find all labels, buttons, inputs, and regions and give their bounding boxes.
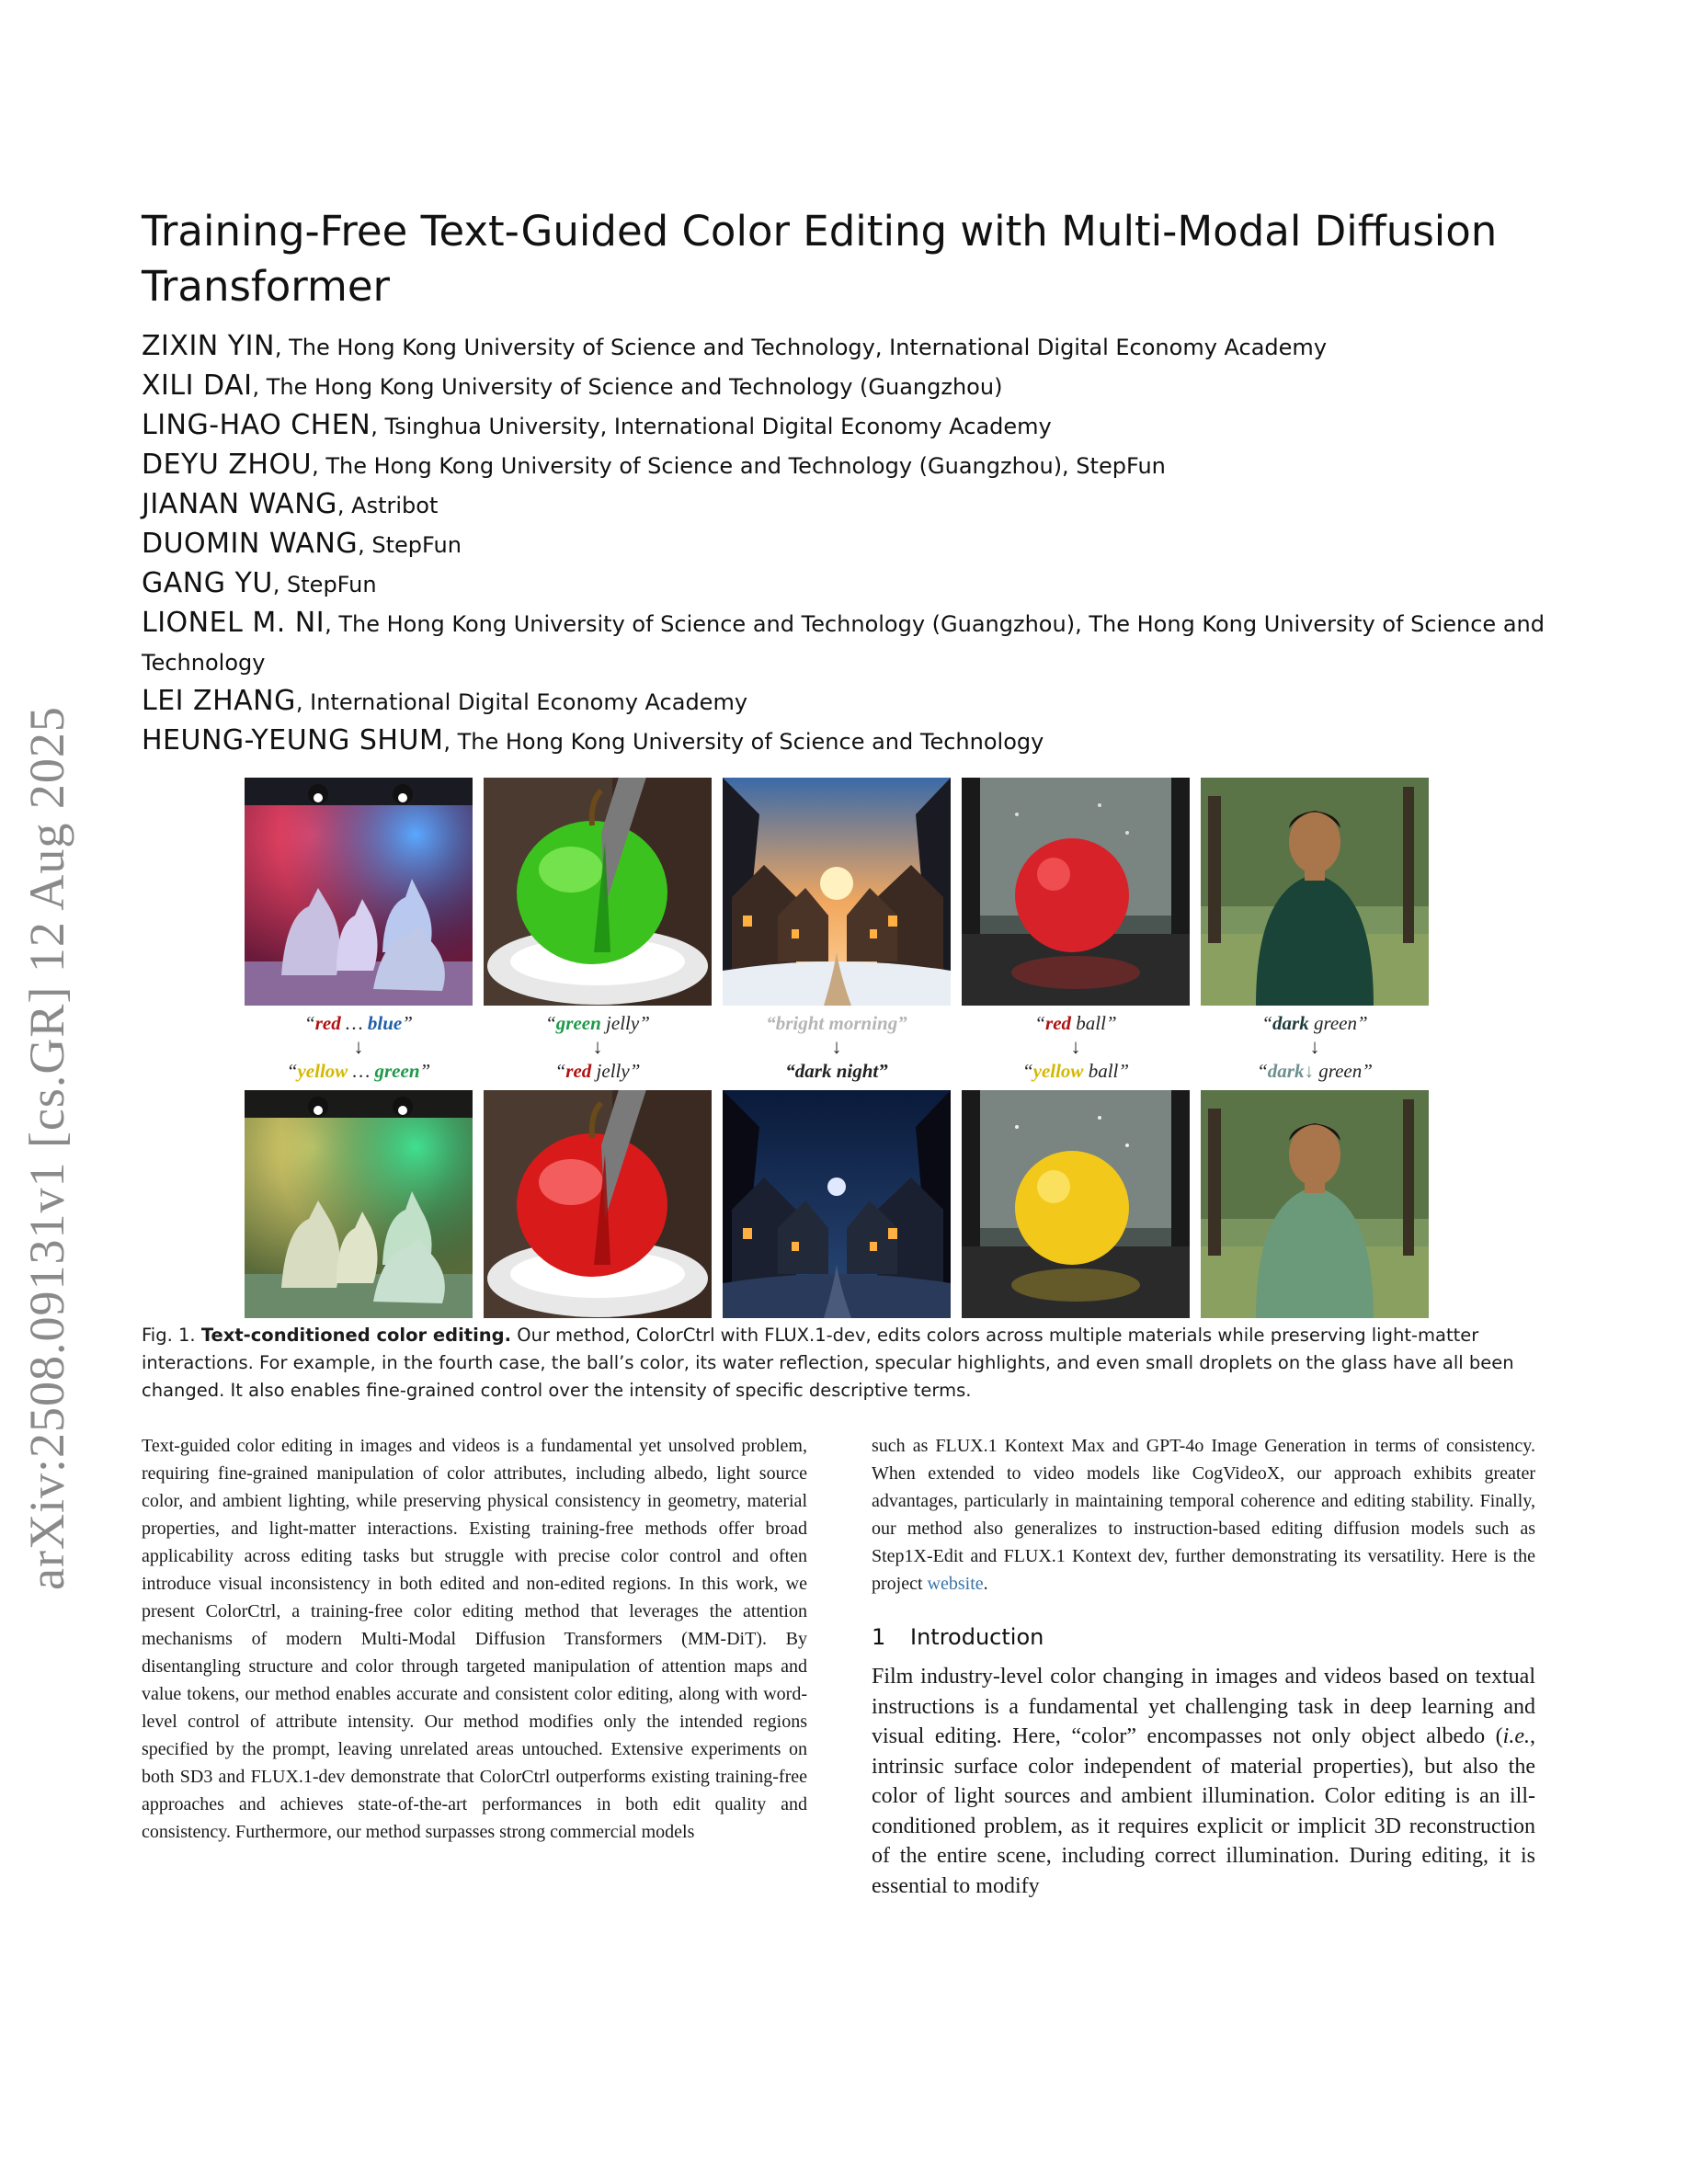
source-prompt-segment: “bright morning” [766,1012,907,1034]
target-prompt-segment: “ [1021,1060,1033,1082]
target-prompt-segment: green” [1313,1060,1373,1082]
author-affiliation: , The Hong Kong University of Science and Technology (Guangzhou) [252,374,1003,400]
author-name: JIANAN WANG [142,488,337,520]
prompt-pair-3 [723,1011,951,1088]
source-prompt-segment: jelly” [600,1012,650,1034]
author-entry [142,446,1576,485]
figure-image-dogs-red-blue [245,778,473,1006]
period: . [983,1574,988,1594]
source-prompt [962,1011,1190,1035]
prompt-pair-2 [484,1011,712,1088]
author-name: ZIXIN YIN [142,330,275,362]
section-title: Introduction [910,1624,1044,1650]
author-name: HEUNG-YEUNG SHUM [142,724,444,756]
introduction-body [872,1662,1535,1901]
author-name: LEI ZHANG [142,685,296,717]
figure-image-man-light-green [1201,1090,1429,1318]
author-name: DUOMIN WANG [142,528,359,560]
source-prompt-segment: “ [1034,1012,1046,1034]
source-prompt-segment: “ [545,1012,556,1034]
target-prompt-segment: jelly” [591,1060,641,1082]
author-entry [142,525,1576,564]
paper-title: Training-Free Text-Guided Color Editing with Multi-Modal Diffusion Transformer [142,207,1498,311]
author-name: XILI DAI [142,370,253,402]
author-affiliation: , StepFun [358,532,462,558]
target-prompt [484,1059,712,1083]
author-entry [142,406,1576,446]
down-arrow-icon: ↓ [1070,1035,1081,1058]
author-affiliation: , International Digital Economy Academy [295,689,748,715]
intro-text-part-2: , intrinsic surface color independent of material properties), but also the color of light sources and ambient illumination. Color editing is an ill-conditioned problem, as it requires explicit or implicit 3D reconstruction of the entire scene, including correct illumination. During editing, it is essential to modify [872,1724,1535,1898]
down-arrow-icon: ↓ [353,1035,364,1058]
figure-image-green-jelly-apple [484,778,712,1006]
target-prompt-segment: “ [286,1060,298,1082]
source-prompt-segment: … [340,1012,368,1034]
target-prompt-segment: green [374,1060,420,1082]
target-prompt [245,1059,473,1083]
source-prompt-segment: green [555,1012,601,1034]
figure-image-red-jelly-apple [484,1090,712,1318]
target-prompt [962,1059,1190,1083]
target-prompt-segment: yellow [297,1060,348,1082]
target-prompt-segment: red [565,1060,592,1082]
author-name: DEYU ZHOU [142,449,313,481]
author-affiliation: , The Hong Kong University of Science and Technology, International Digital Economy Academy [274,335,1328,360]
caption-label: Fig. 1. [142,1325,196,1346]
edited-images-row [245,1090,1431,1318]
arxiv-identifier: arXiv:2508.09131v1 [cs.GR] 12 Aug 2025 [19,706,74,1590]
target-prompt-segment: “ [554,1060,566,1082]
author-entry [142,485,1576,525]
target-prompt [723,1059,951,1083]
source-prompt-segment: “ [304,1012,315,1034]
target-prompt-segment: … [348,1060,375,1082]
figure-image-man-dark-green [1201,778,1429,1006]
target-prompt-segment: ” [419,1060,431,1082]
source-prompt [1201,1011,1429,1035]
target-prompt-segment: dark↓ [1267,1060,1314,1082]
section-heading-introduction [872,1621,1535,1653]
figure-image-village-night [723,1090,951,1318]
author-name: GANG YU [142,567,273,599]
author-affiliation: , Tsinghua University, International Digital Economy Academy [371,414,1052,439]
source-prompt [484,1011,712,1035]
abstract: Text-guided color editing in images and videos is a fundamental yet unsolved problem, requiring fine-grained manipulation of color attributes, including albedo, light source color, and ambient lighting, while preserving physical consistency in geometry, material properties, and light-matter interactions. Existing training-free methods offer broad applicability across editing tasks but struggle with precise color control and often introduce visual inconsistency in both edited and non-edited regions. In this work, we present ColorCtrl, a training-free color editing method that leverages the attention mechanisms of modern Multi-Modal Diffusion Transformers (MM-DiT). By disentangling structure and color through targeted manipulation of attention maps and value tokens, our method enables accurate and consistent color editing, along with word-level control of attribute intensity. Our method modifies only the intended regions specified by the prompt, leaving unrelated areas untouched. Extensive experiments on both SD3 and FLUX.1-dev demonstrate that ColorCtrl outperforms existing training-free approaches and achieves state-of-the-art performances in both edit quality and consistency. Furthermore, our method surpasses strong commercial models [142,1436,807,1842]
prompt-pair-4 [962,1011,1190,1088]
author-entry [142,327,1576,367]
author-entry [142,604,1576,682]
author-name: LING-HAO CHEN [142,409,371,441]
figure-caption [142,1322,1534,1405]
target-prompt-segment: “ [1257,1060,1268,1082]
author-list [142,327,1576,761]
target-prompt-segment: yellow [1032,1060,1084,1082]
author-entry [142,564,1576,604]
author-affiliation: , StepFun [272,572,377,597]
down-arrow-icon: ↓ [1309,1035,1320,1058]
source-prompt [723,1011,951,1035]
prompt-pair-5 [1201,1011,1429,1088]
abstract-continuation [872,1432,1535,1598]
author-entry [142,367,1576,406]
figure-image-red-ball [962,778,1190,1006]
target-prompt-segment: ball” [1083,1060,1130,1082]
source-prompt-segment: red [314,1012,341,1034]
source-prompt [245,1011,473,1035]
author-name: LIONEL M. NI [142,607,325,639]
caption-bold: Text-conditioned color editing. [200,1325,512,1346]
target-prompt-segment: “dark night” [785,1060,888,1082]
source-prompt-segment: ” [402,1012,413,1034]
source-prompt-segment: green” [1308,1012,1368,1034]
source-prompt-segment: ball” [1071,1012,1117,1034]
figure-image-dogs-yellow-green [245,1090,473,1318]
prompt-pair-1 [245,1011,473,1088]
website-link[interactable]: website [927,1574,984,1594]
figure-image-village-morning [723,778,951,1006]
caption-text: Our method, ColorCtrl with FLUX.1-dev, edits colors across multiple materials while preserving light-matter interactions. For example, in the fourth case, the ball’s color, its water reflection, specular highlights, and even small droplets on the glass have all been changed. It also enables fine-grained control over the intensity of specific descriptive terms. [142,1325,1514,1401]
source-prompt-segment: “ [1261,1012,1273,1034]
figure-1 [245,778,1431,1318]
author-affiliation: , The Hong Kong University of Science and Technology [443,729,1044,755]
down-arrow-icon: ↓ [831,1035,842,1058]
source-images-row [245,778,1431,1006]
target-prompt [1201,1059,1429,1083]
intro-text-ie: i.e. [1502,1724,1530,1748]
section-number: 1 [872,1624,886,1650]
author-affiliation: , Astribot [336,493,439,518]
down-arrow-icon: ↓ [592,1035,603,1058]
author-entry [142,682,1576,722]
author-affiliation: , The Hong Kong University of Science and Technology (Guangzhou), The Hong Kong University of Science and Technology [142,611,1545,676]
abstract-cont-text: such as FLUX.1 Kontext Max and GPT-4o Image Generation in terms of consistency. When extended to video models like CogVideoX, our approach exhibits greater advantages, particularly in maintaining temporal coherence and editing stability. Finally, our method also generalizes to instruction-based editing diffusion models such as Step1X-Edit and FLUX.1 Kontext dev, further demonstrating its versatility. Here is the project [872,1436,1535,1594]
author-affiliation: , The Hong Kong University of Science and Technology (Guangzhou), StepFun [312,453,1166,479]
source-prompt-segment: red [1045,1012,1072,1034]
intro-text-part-1: Film industry-level color changing in images and videos based on textual instructions is a fundamental yet challenging task in deep learning and visual editing. Here, “color” encompasses not only object albedo ( [872,1665,1535,1748]
source-prompt-segment: blue [367,1012,403,1034]
source-prompt-segment: dark [1272,1012,1309,1034]
author-entry [142,722,1576,761]
figure-image-yellow-ball [962,1090,1190,1318]
